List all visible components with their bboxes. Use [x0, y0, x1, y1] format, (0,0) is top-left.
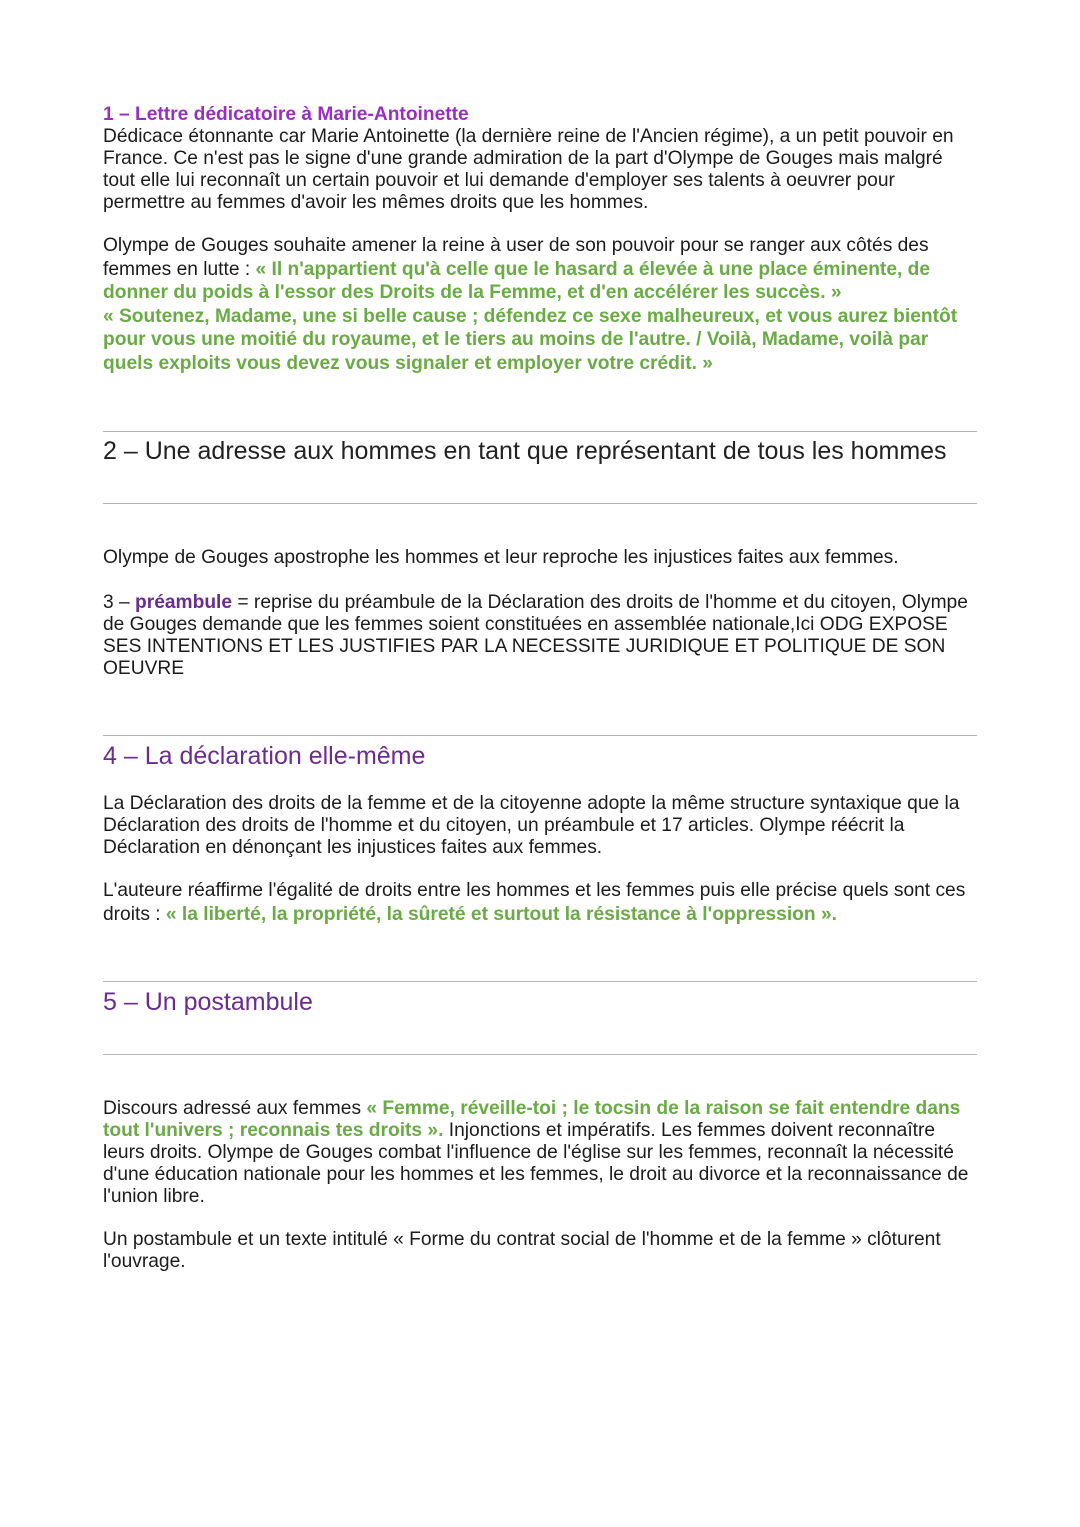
section4-paragraph2 [103, 879, 977, 927]
section1-quote1: « Il n'appartient qu'à celle que le hasard a élevée à une place éminente, de donner du poids à l'essor des Droits de la Femme, et d'en accélérer les succès. » [103, 258, 931, 303]
section5-quote: « Femme, réveille-toi ; le tocsin de la raison se fait entendre dans tout l'univers ; reconnais tes droits ». [103, 1098, 961, 1141]
divider-4 [103, 981, 977, 982]
section4-paragraph1: La Déclaration des droits de la femme et de la citoyenne adopte la même structure syntaxique que la Déclaration des droits de l'homme et du citoyen, un préambule et 17 articles. Olympe réécrit la Déclaration en dénonçant les injustices faites aux femmes. [103, 793, 960, 858]
section5-paragraph1-intro: Discours adressé aux femmes [103, 1098, 367, 1119]
section3-paragraph [103, 592, 977, 680]
section1-title: 1 – Lettre dédicatoire à Marie-Antoinette [103, 104, 469, 125]
section5-paragraph1-rest: Injonctions et impératifs. Les femmes doivent reconnaître leurs droits. Olympe de Gouges combat l'influence de l'église sur les femmes, reconnaît la nécessité d'une éducation nationale pour les hommes et les femmes, le droit au divorce et la reconnaissance de l'union libre. [103, 1120, 969, 1207]
section2-heading: 2 – Une adresse aux hommes en tant que représentant de tous les hommes [103, 437, 947, 465]
section4-quote: « la liberté, la propriété, la sûreté et surtout la résistance à l'oppression ». [165, 904, 837, 925]
divider-3 [103, 735, 977, 736]
section5-paragraph1 [103, 1098, 977, 1208]
section4-heading: 4 – La déclaration elle-même [103, 742, 426, 770]
section1-paragraph2-intro: Olympe de Gouges souhaite amener la reine à user de son pouvoir pour se ranger aux côtés des femmes en lutte : [103, 235, 929, 280]
section2-paragraph: Olympe de Gouges apostrophe les hommes et leur reproche les injustices faites aux femmes. [103, 547, 899, 568]
section3-keyword: préambule [135, 592, 233, 613]
section5-heading: 5 – Un postambule [103, 988, 313, 1016]
section1-paragraph1: Dédicace étonnante car Marie Antoinette (la dernière reine de l'Ancien régime), a un petit pouvoir en France. Ce n'est pas le signe d'une grande admiration de la part d'Olympe de Gouges mais malgré tout elle lui reconnaît un certain pouvoir et lui demande d'employer ses talents à oeuvrer pour permettre au femmes d'avoir les mêmes droits que les hommes. [103, 126, 954, 213]
section3-text: = reprise du préambule de la Déclaration des droits de l'homme et du citoyen, Olympe de Gouges demande que les femmes soient constituées en assemblée nationale,Ici ODG EXPOSE SES INTENTIONS ET LES JUSTIFIES PAR LA NECESSITE JURIDIQUE ET POLITIQUE DE SON OEUVRE [103, 592, 968, 679]
divider-5 [103, 1054, 977, 1055]
divider-1 [103, 431, 977, 432]
section1-paragraph2 [103, 234, 977, 375]
divider-2 [103, 503, 977, 504]
section5-paragraph2: Un postambule et un texte intitulé « Forme du contrat social de l'homme et de la femme » clôturent l'ouvrage. [103, 1229, 941, 1272]
section3-number: 3 – [103, 592, 136, 613]
section4-paragraph2-intro: L'auteure réaffirme l'égalité de droits entre les hommes et les femmes puis elle précise quels sont ces droits : [103, 880, 966, 925]
section1-quote2: « Soutenez, Madame, une si belle cause ; défendez ce sexe malheureux, et vous aurez bientôt pour vous une moitié du royaume, et le tiers au moins de l'autre. / Voilà, Madame, voilà par quels exploits vous devez vous signaler et employer votre crédit. » [103, 305, 958, 374]
